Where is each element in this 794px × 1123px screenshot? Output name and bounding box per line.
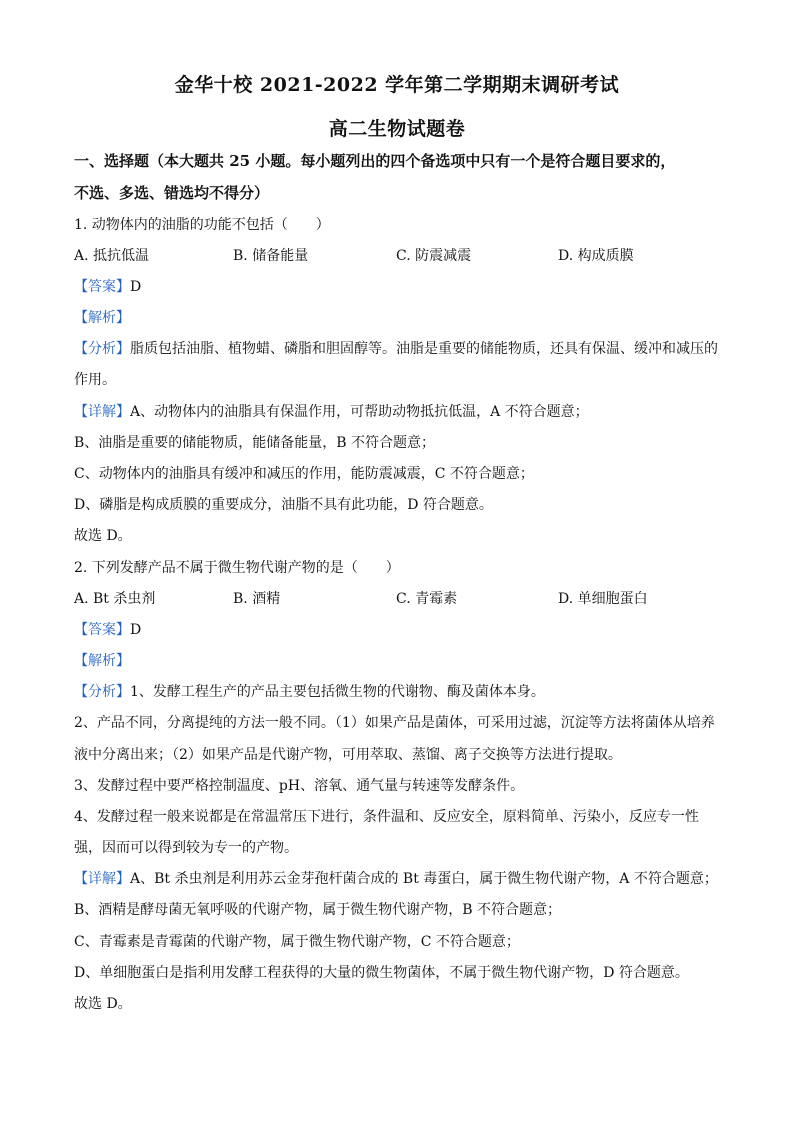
answer-value: D [130,279,142,295]
answer-value: D [130,622,142,638]
q1-option-a: A. 抵抗低温 [74,248,150,264]
q1-fenxi-line2: 作用。 [74,372,116,388]
q1-conclusion: 故选 D。 [74,528,132,544]
q2-fenxi-line4: 3、发酵过程中要严格控制温度、pH、溶氧、通气量与转速等发酵条件。 [74,778,525,794]
q2-option-d: D. 单细胞蛋白 [558,591,648,607]
q2-stem: 2. 下列发酵产品不属于微生物代谢产物的是（ ） [74,560,400,576]
q1-detail-line1 [74,401,589,421]
q2-answer [74,619,141,639]
fenxi-text: 1、发酵工程生产的产品主要包括微生物的代谢物、酶及菌体本身。 [130,684,545,700]
section-heading-line1: 一、选择题（本大题共 25 小题。每小题列出的四个备选项中只有一个是符合题目要求的， [74,152,676,170]
section-heading-line2: 不选、多选、错选均不得分） [74,184,270,202]
detail-tag: 【详解】 [74,404,130,420]
exam-title: 金华十校 2021-2022 学年第二学期期末调研考试 [174,74,620,96]
q2-option-c: C. 青霉素 [396,591,458,607]
q1-analysis-tag: 【解析】 [74,310,130,326]
detail-tag: 【详解】 [74,871,130,887]
q1-option-c: C. 防震减震 [396,248,472,264]
q2-analysis-tag: 【解析】 [74,653,130,669]
q1-answer [74,276,141,296]
q2-fenxi-line2: 2、产品不同，分离提纯的方法一般不同。（1）如果产品是菌体，可采用过滤，沉淀等方法将菌体从培养 [74,715,715,731]
q2-conclusion: 故选 D。 [74,996,132,1012]
q1-detail-line2: B、油脂是重要的储能物质，能储备能量，B 不符合题意； [74,435,436,451]
fenxi-tag: 【分析】 [74,341,130,357]
q2-fenxi-line6: 强，因而可以得到较为专一的产物。 [74,840,298,856]
fenxi-text: 脂质包括油脂、植物蜡、磷脂和胆固醇等。油脂是重要的储能物质，还具有保温、缓冲和减压的 [130,341,718,357]
answer-tag: 【答案】 [74,279,130,295]
answer-tag: 【答案】 [74,622,130,638]
q2-detail-line3: C、青霉素是青霉菌的代谢产物，属于微生物代谢产物，C 不符合题意； [74,934,520,950]
fenxi-tag: 【分析】 [74,684,130,700]
q2-detail-line4: D、单细胞蛋白是指利用发酵工程获得的大量的微生物菌体，不属于微生物代谢产物，D 符合题意。 [74,965,689,981]
detail-text: A、动物体内的油脂具有保温作用，可帮助动物抵抗低温，A 不符合题意； [130,404,589,420]
q2-option-a: A. Bt 杀虫剂 [74,591,156,607]
q2-fenxi-line3: 液中分离出来；（2）如果产品是代谢产物，可用萃取、蒸馏、离子交换等方法进行提取。 [74,747,622,763]
q2-detail-line2: B、酒精是酵母菌无氧呼吸的代谢产物，属于微生物代谢产物，B 不符合题意； [74,902,562,918]
q1-fenxi-line1 [74,338,718,358]
q2-option-b: B. 酒精 [233,591,281,607]
q1-detail-line3: C、动物体内的油脂具有缓冲和减压的作用，能防震减震，C 不符合题意； [74,466,534,482]
q2-fenxi-line5: 4、发酵过程一般来说都是在常温常压下进行，条件温和、反应安全，原料简单、污染小，反应专一性 [74,809,699,825]
q1-option-b: B. 储备能量 [233,248,309,264]
q1-detail-line4: D、磷脂是构成质膜的重要成分，油脂不具有此功能，D 符合题意。 [74,497,493,513]
detail-text: A、Bt 杀虫剂是利用苏云金芽孢杆菌合成的 Bt 毒蛋白，属于微生物代谢产物，A 不符合题意； [130,871,718,887]
q2-fenxi-line1 [74,681,545,701]
q2-detail-line1 [74,868,718,888]
exam-subtitle: 高二生物试题卷 [328,118,466,140]
q1-option-d: D. 构成质膜 [558,248,634,264]
q1-stem: 1. 动物体内的油脂的功能不包括（ ） [74,217,330,233]
